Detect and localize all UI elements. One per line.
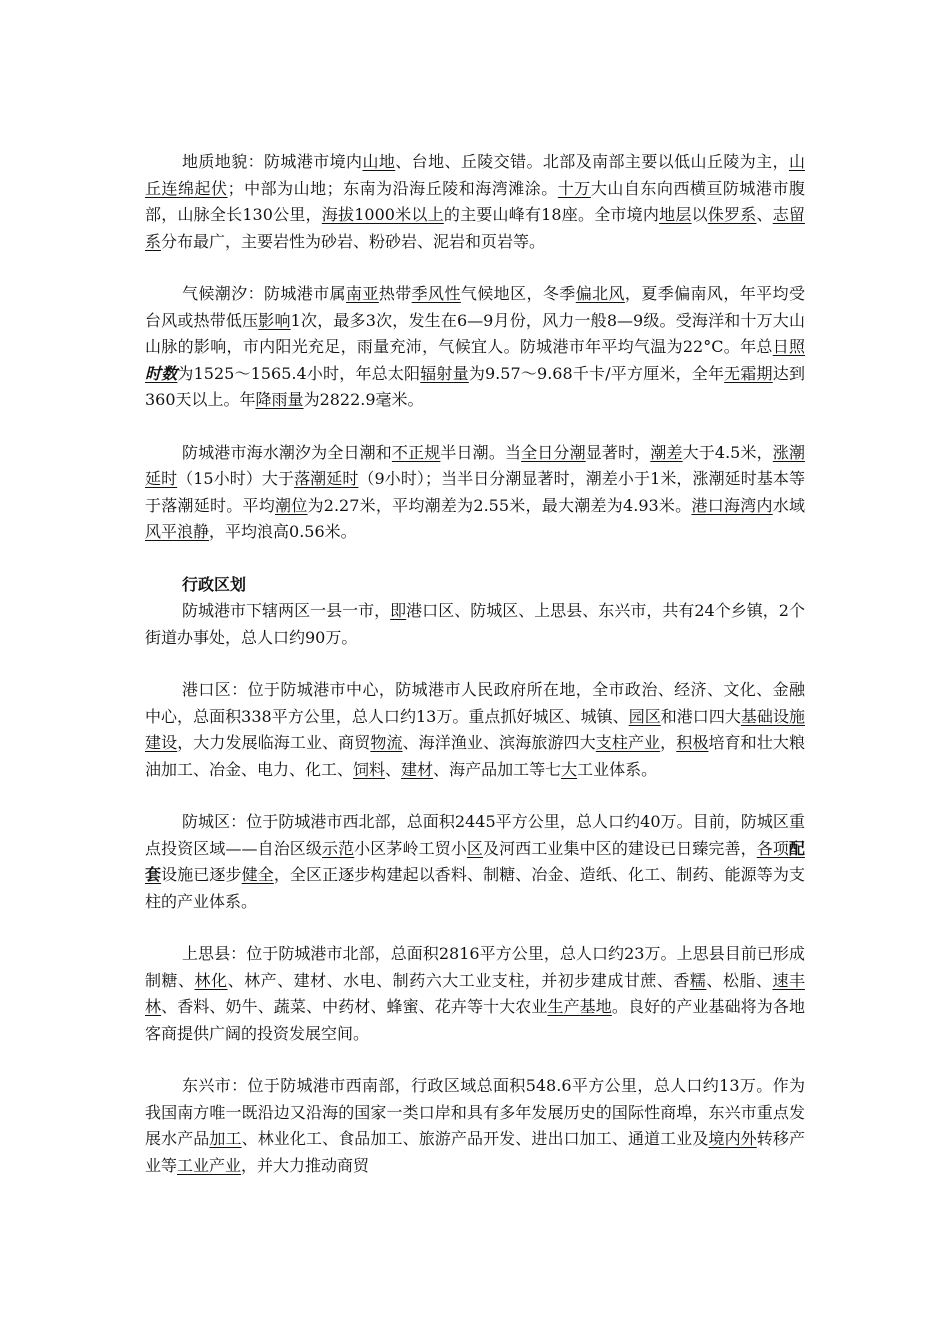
hyperlink[interactable]: 境内外 [708,1129,757,1148]
text-run: ， [660,733,677,752]
hyperlink[interactable]: 物流 [370,733,403,752]
hyperlink[interactable]: 示范 [322,838,355,858]
text-run: 、林业化工、食品加工、旅游产品开发、进出口加工、通道工业及 [241,1129,709,1148]
hyperlink[interactable]: 南亚 [346,284,379,303]
text-run: 、松脂、 [706,970,773,990]
text-run: ，并大力推动商贸 [241,1155,370,1175]
text-run: 防城区：位于防城港市西北部，总面积2445平方公里，总人口约40万。目前，防城区重点投资区域——自治区级 [145,812,805,858]
hyperlink[interactable]: 全日分潮 [521,442,586,462]
text-run: 为2822.9毫米。 [303,390,424,409]
text-run: 1次，最多3次，发生在6—9月份，风力一般8—9级。受海洋和十万大山山脉的影响，市内阳光充足，雨量充沛，气候宜人。防城港市年平均气温为22°C。年总 [145,310,805,356]
text-run: 达到360天以上。年 [145,363,805,409]
hyperlink[interactable]: 海拔1000米以上 [321,205,444,224]
hyperlink[interactable]: 速丰林 [145,970,805,1016]
text-run: 工业体系。 [577,759,658,779]
hyperlink[interactable]: 即 [390,601,407,620]
paragraph-gangkou-district [145,677,805,783]
text-run: 和港口四大 [660,706,741,726]
hyperlink[interactable]: 无霜期 [724,363,773,383]
text-run: 的主要山峰有18座。全市境内 [443,205,660,224]
document-body [145,149,805,1205]
text-run: 、海洋渔业、滨海旅游四大 [402,733,596,752]
hyperlink[interactable]: 潮位 [275,495,308,515]
hyperlink[interactable]: 侏罗系 [707,205,757,224]
hyperlink[interactable]: 风平浪静 [145,522,210,541]
hyperlink[interactable]: 各项 [756,838,789,858]
text-run: 上思县：位于防城港市北部，总面积2816平方公里，总人口约23万。上思县目前已形成制糖、 [145,944,805,990]
hyperlink[interactable]: 基础设施建设 [145,706,805,752]
text-run: 为9.57～9.68千卡/平方厘米，全年 [468,363,725,383]
text-run: 东兴市：位于防城港市西南部，行政区域总面积548.6平方公里，总人口约13万。作为我国南方唯一既沿边又沿海的国家一类口岸和具有多年发展历史的国际性商埠，东兴市重点发展水产品 [145,1076,805,1148]
hyperlink[interactable]: 积极 [676,733,709,752]
paragraph-fangcheng-district [145,809,805,915]
text-run: 分布最广，主要岩性为砂岩、粉砂岩、泥岩和页岩等。 [161,231,546,251]
hyperlink[interactable]: 大 [561,759,578,779]
text-run: 小区茅岭工贸小 [354,838,467,858]
hyperlink[interactable]: 糯 [689,970,707,990]
hyperlink[interactable]: 山丘连绵起伏 [145,152,805,198]
text-run: 。良好的产业基础将为各地客商提供广阔的投资发展空间。 [145,997,805,1043]
hyperlink[interactable]: 支柱产业 [595,733,661,752]
text-run: 地质地貌：防城港市境内 [182,152,363,171]
text-run: 、香料、奶牛、蔬菜、中药材、蜂蜜、花卉等十大农业 [161,997,548,1016]
text-run: ，大力发展临海工业、商贸 [177,733,371,752]
paragraph-shangsi-county [145,941,805,1047]
hyperlink[interactable]: 志留系 [145,205,805,251]
text-run: 半日潮。当 [440,442,522,462]
hyperlink[interactable]: 山地 [362,152,396,171]
text-run: 、海产品加工等七 [433,759,562,779]
paragraph-dongxing-city [145,1073,805,1179]
hyperlink[interactable]: 降雨量 [255,390,304,409]
paragraph-admin-overview [145,598,805,651]
text-run: 、 [385,759,402,779]
hyperlink[interactable]: 辐射量 [420,363,469,383]
text-run: 、林产、建材、水电、制药六大工业支柱，并初步建成甘蔗、香 [227,970,690,990]
text-run: 热带 [378,284,412,303]
text-run: 转移产业等 [145,1129,805,1175]
hyperlink[interactable]: 偏北风 [575,284,625,303]
text-run: 为1525～1565.4小时，年总太阳 [177,363,421,383]
hyperlink[interactable]: 时数 [145,363,178,383]
text-run: 大于4.5米， [682,442,773,462]
hyperlink[interactable]: 涨潮延时 [145,442,805,488]
hyperlink[interactable]: 地层 [659,205,692,224]
text-run: 防城港市下辖两区一县一市， [182,601,391,620]
text-run: 为2.27米，平均潮差为2.55米，最大潮差为4.93米。 [307,495,692,515]
hyperlink[interactable]: 林化 [194,970,228,990]
hyperlink[interactable]: 健全 [241,865,274,884]
text-run: 气候地区，冬季 [460,284,576,303]
paragraph-tides [145,440,805,546]
hyperlink[interactable]: 季风性 [411,284,461,303]
text-run: 设施已逐步 [161,865,242,884]
text-run: ，夏季偏南风，年平均受台风或热带低压 [145,284,805,330]
hyperlink[interactable]: 区 [466,838,484,858]
text-run: ；中部为山地；东南为沿海丘陵和海湾滩涂。 [227,178,558,198]
text-run: ，全区正逐步构建起以香料、制糖、冶金、造纸、化工、制药、能源等为支柱的产业体系。 [145,865,805,911]
hyperlink[interactable]: 日照 [772,337,805,356]
text-run: 、 [756,205,773,224]
hyperlink[interactable]: 潮差 [650,442,683,462]
hyperlink[interactable]: 工业产业 [177,1155,242,1175]
hyperlink[interactable]: 影响 [258,310,291,330]
paragraph-climate [145,281,805,414]
text-run: （9小时）；当半日分潮显著时，潮差小于1米，涨潮延时基本等于落潮延时。平均 [145,469,805,515]
text-run: 大山自东向西横亘防城港市腹部，山脉全长130公里， [145,178,805,224]
text-run: 气候潮汐：防城港市属 [182,284,347,303]
text-run: 港口区：位于防城港市中心，防城港市人民政府所在地，全市政治、经济、文化、金融中心，总面积338平方公里，总人口约13万。重点抓好城区、城镇、 [145,680,805,726]
hyperlink[interactable]: 加工 [209,1129,242,1148]
text-run: 港口区、防城区、上思县、东兴市，共有24个乡镇，2个街道办事处，总人口约90万。 [145,601,805,647]
hyperlink[interactable]: 饲料 [353,759,386,779]
hyperlink[interactable]: 配套 [145,838,805,884]
text-run: 及河西工业集中区的建设已日臻完善， [483,838,757,858]
section-heading-administrative-divisions: 行政区划 [182,574,247,594]
text-run: 培育和壮大粮油加工、冶金、电力、化工、 [145,733,805,779]
hyperlink[interactable]: 不正规 [391,442,441,462]
hyperlink[interactable]: 落潮延时 [294,469,359,488]
text-run: 水域 [772,495,805,515]
hyperlink[interactable]: 园区 [628,706,661,726]
paragraph-geology [145,149,805,255]
text-run: 、台地、丘陵交错。北部及南部主要以低山丘陵为主， [395,152,789,171]
text-run: （15小时）大于 [177,469,295,488]
text-run: ，平均浪高0.56米。 [209,522,357,541]
text-run: 防城港市海水潮汐为全日潮和 [182,442,392,462]
text-run: 显著时， [585,442,651,462]
text-run: 以 [691,205,708,224]
hyperlink[interactable]: 十万 [557,178,591,198]
hyperlink[interactable]: 港口海湾内 [691,495,773,515]
hyperlink[interactable]: 生产基地 [547,997,612,1016]
hyperlink[interactable]: 建材 [401,759,434,779]
